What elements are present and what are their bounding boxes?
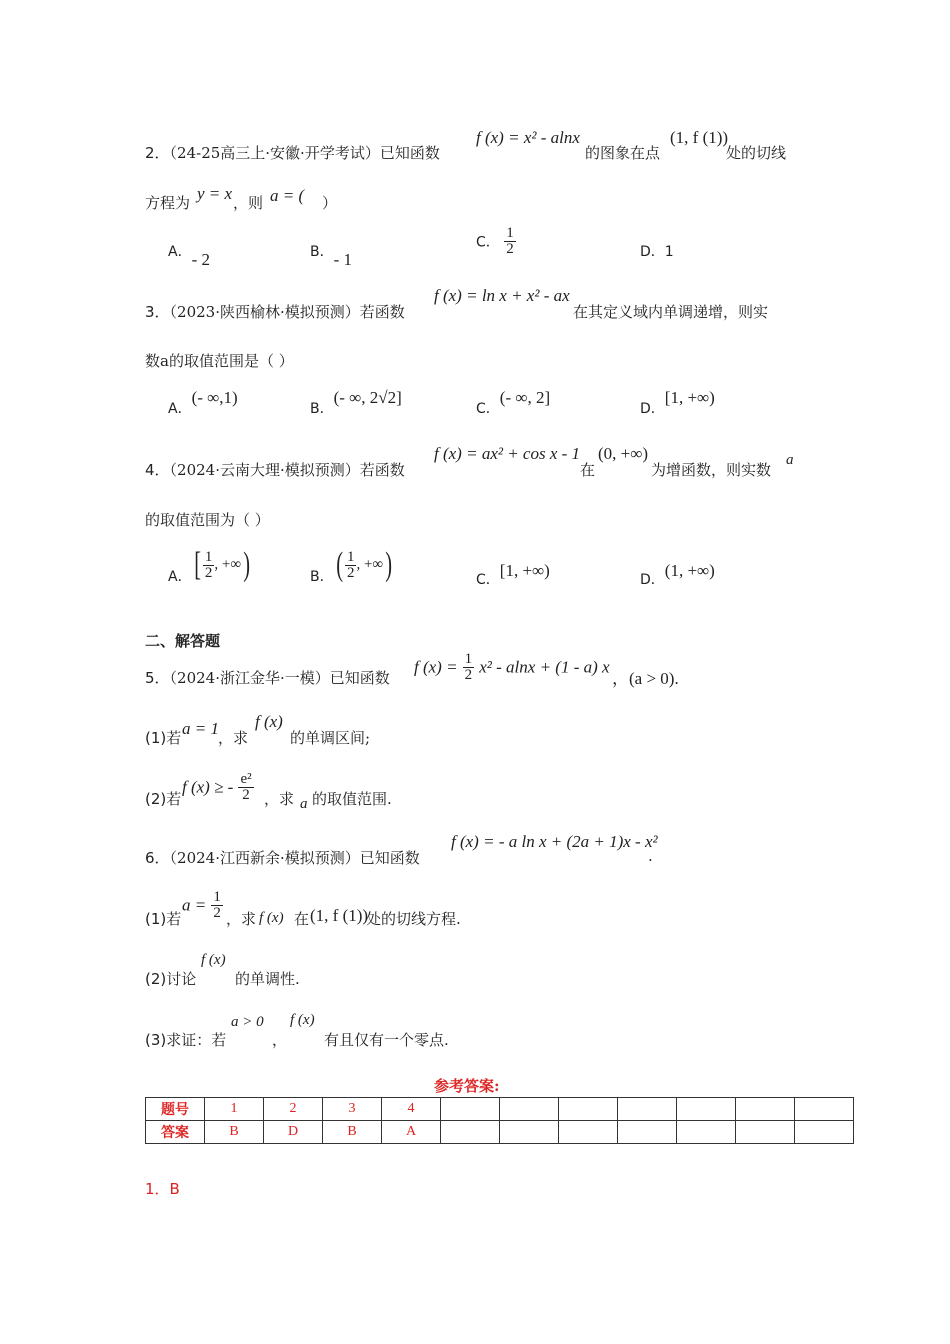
- q3-option-a: A．(- ∞,1): [168, 388, 238, 417]
- answer-table-cell: [500, 1098, 559, 1121]
- q6-p3-f: f (x): [290, 1012, 315, 1028]
- answer-table-cell: [795, 1121, 854, 1144]
- answer-table-header-answer: 答案: [146, 1121, 205, 1144]
- q5-part1: (1)若: [145, 729, 182, 747]
- q2-function: f (x) = x² - alnx: [476, 128, 580, 147]
- answer-table-cell: [441, 1098, 500, 1121]
- q5-part2: (2)若: [145, 790, 182, 808]
- answer-table-row-values: [146, 1121, 854, 1144]
- answer-table-cell: [618, 1121, 677, 1144]
- answer-table-cell: 1: [205, 1098, 264, 1121]
- q6-line1: 6．（2024·江西新余·模拟预测）已知函数: [145, 849, 420, 867]
- q6-p3-c: 有且仅有一个零点.: [324, 1031, 449, 1049]
- q5-p2-ineq: f (x) ≥ - $\frac{\text{e²}}{2}$: [182, 771, 252, 803]
- q6-p3-cond: a > 0: [231, 1014, 264, 1030]
- answer-table-cell: [677, 1098, 736, 1121]
- q2-ask-end: ）: [322, 194, 338, 212]
- q5-function: f (x) = $\frac{1}{2}$ x² - alnx + (1 - a) x: [414, 651, 610, 683]
- q5-p1-c: 的单调区间;: [290, 729, 371, 747]
- q3-tail: 在其定义域内单调递增，则实: [573, 303, 769, 321]
- answer-table-cell: B: [323, 1121, 382, 1144]
- q3-option-b: B．(- ∞, 2√2]: [310, 388, 402, 417]
- q4-option-c: C．[1, +∞): [476, 561, 550, 588]
- q6-p1-cond: a = $\frac{1}{2}$: [182, 889, 221, 921]
- q3-line1: 3．（2023·陕西榆林·模拟预测）若函数: [145, 303, 405, 321]
- q6-part1: (1)若: [145, 910, 182, 928]
- q4-option-b: B．( $\frac{1}{2}$ , +∞): [310, 546, 393, 585]
- q5-p1-f: f (x): [255, 712, 283, 731]
- q6-dot: .: [648, 847, 653, 865]
- answer-table-cell: [677, 1121, 736, 1144]
- q5-p2-c: 的取值范围.: [312, 790, 392, 808]
- answer-table-cell: D: [264, 1121, 323, 1144]
- q2-source: （24-25高三上·安徽·开学考试）已知函数: [169, 144, 440, 162]
- answers-title: 参考答案:: [434, 1077, 500, 1095]
- q5-p1-cond: a = 1: [182, 719, 219, 738]
- q4-mid: 在: [580, 461, 596, 479]
- q2-option-a: A．- 2: [168, 244, 210, 269]
- answer-table-cell: A: [382, 1121, 441, 1144]
- q6-p1-c: 在: [294, 910, 310, 928]
- q4-line2: 的取值范围为（ ）: [145, 511, 270, 529]
- q5-line1: 5．（2024·浙江金华·一模）已知函数: [145, 669, 390, 687]
- answer-table-cell: [736, 1098, 795, 1121]
- answer-table-row-numbers: [146, 1098, 854, 1121]
- answer-table-header-number: 题号: [146, 1098, 205, 1121]
- answer-table-cell: [500, 1121, 559, 1144]
- q4-line1: 4．（2024·云南大理·模拟预测）若函数: [145, 461, 405, 479]
- q6-p1-f: f (x): [259, 910, 284, 926]
- q6-p2-f: f (x): [201, 952, 226, 968]
- q4-function: f (x) = ax² + cos x - 1: [434, 444, 581, 463]
- answer-table-cell: 3: [323, 1098, 382, 1121]
- q3-line2: 数a的取值范围是（ ）: [145, 352, 294, 370]
- q4-var: a: [786, 452, 794, 468]
- q2-ask: a = (: [270, 186, 305, 205]
- answer-table-cell: [736, 1121, 795, 1144]
- q2-option-c: C． $\frac{1}{2}$: [476, 225, 514, 257]
- q6-p3-b: ，: [272, 1031, 288, 1049]
- q2-tail: 处的切线: [726, 144, 787, 162]
- first-answer: 1．B: [145, 1180, 180, 1198]
- answer-table-cell: [441, 1121, 500, 1144]
- answer-table-cell: [559, 1121, 618, 1144]
- answer-table-cell: [618, 1098, 677, 1121]
- q2-point: (1, f (1)): [670, 128, 729, 147]
- q4-tail: 为增函数，则实数: [651, 461, 772, 479]
- q4-option-d: D．(1, +∞): [640, 561, 715, 588]
- q5-condition: ，(a > 0).: [612, 669, 679, 688]
- answer-table-cell: [559, 1098, 618, 1121]
- q5-p2-b: ，求: [264, 790, 295, 808]
- q6-p2-b: 的单调性.: [235, 970, 300, 988]
- q2-line2a: 方程为: [145, 194, 191, 212]
- q6-part2: (2)讨论: [145, 970, 197, 988]
- q2-option-d: D．1: [640, 244, 674, 260]
- q4-option-a: A．[ $\frac{1}{2}$ , +∞): [168, 546, 251, 585]
- q5-p2-a: a: [300, 796, 308, 812]
- q6-p1-point: (1, f (1)): [310, 906, 369, 925]
- section-heading: 二、解答题: [145, 632, 221, 650]
- q2-line1: [145, 142, 440, 163]
- answer-table-cell: 4: [382, 1098, 441, 1121]
- q2-mid: 的图象在点: [585, 144, 661, 162]
- q3-option-c: C．(- ∞, 2]: [476, 388, 551, 417]
- q3-function: f (x) = ln x + x² - ax: [434, 286, 570, 305]
- answer-table: [145, 1097, 854, 1144]
- q2-line2b: ，则: [233, 194, 264, 212]
- q6-function: f (x) = - a ln x + (2a + 1)x - x²: [451, 832, 658, 851]
- q6-p1-b: ，求: [226, 910, 257, 928]
- answer-table-cell: 2: [264, 1098, 323, 1121]
- q3-option-d: D．[1, +∞): [640, 388, 715, 417]
- q2-number: 2．: [145, 144, 170, 162]
- q2-tangent: y = x: [197, 184, 233, 203]
- answer-table-cell: B: [205, 1121, 264, 1144]
- answer-table-cell: [795, 1098, 854, 1121]
- q6-p1-d: 处的切线方程.: [366, 910, 461, 928]
- q5-p1-b: ，求: [218, 729, 249, 747]
- q2-option-b: B．- 1: [310, 244, 353, 269]
- q4-interval: (0, +∞): [598, 444, 649, 463]
- q6-part3: (3)求证：若: [145, 1031, 227, 1049]
